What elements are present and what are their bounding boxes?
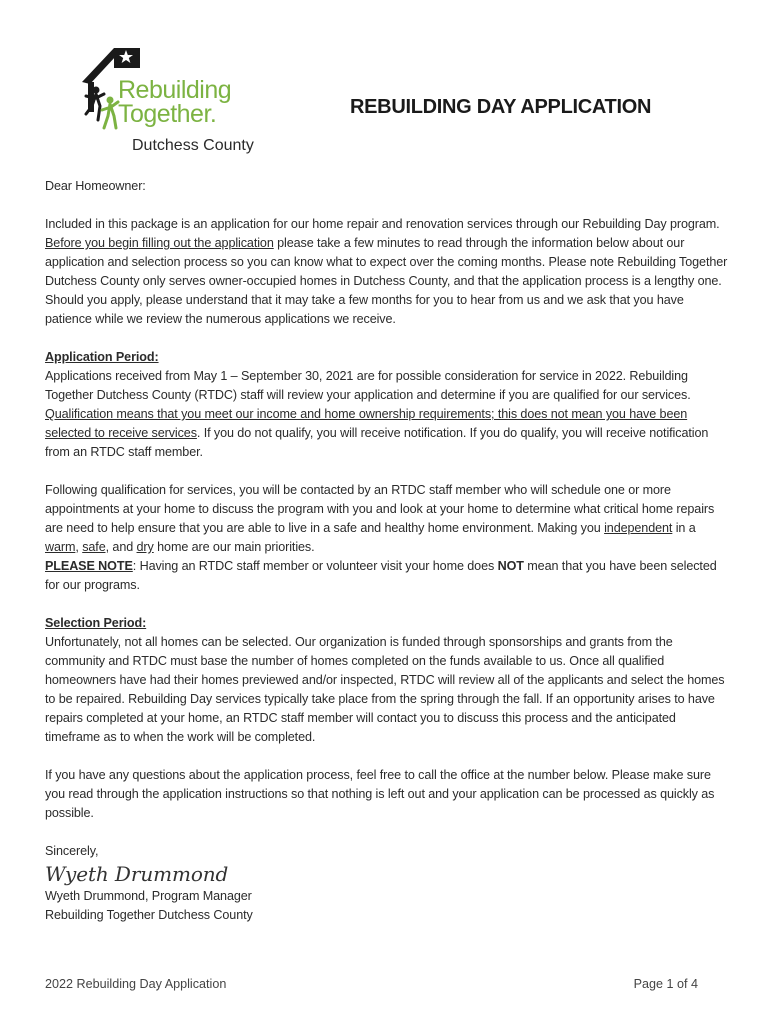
application-period-heading: Application Period: xyxy=(45,350,159,364)
footer-document-title: 2022 Rebuilding Day Application xyxy=(45,977,227,991)
footer-page-number: Page 1 of 4 xyxy=(633,977,698,991)
signer-organization: Rebuilding Together Dutchess County xyxy=(45,908,253,922)
letter-body xyxy=(45,177,730,925)
qualification-paragraph: Following qualification for services, you will be contacted by an RTDC staff member who will schedule one or more appointments at your home to discuss the program with you and look at your home to determine what critical home repairs are need to help ensure that you are able to live in a safe and healthy home environment. Making you independent in a warm, safe, and dry home are our main priorities. PLEASE NOTE: Having an RTDC staff member or volunteer visit your home does NOT mean that you have been selected for our programs. xyxy=(45,483,717,592)
intro-paragraph: Included in this package is an application for our home repair and renovation services through our Rebuilding Day program. Before you begin filling out the application please take a few minutes to read through the information below about our application and selection process so you can know what to expect over the coming months. Please note Rebuilding Together Dutchess County only serves owner-occupied homes in Dutchess County, and that the application process is a lengthy one. Should you apply, please understand that it may take a few months for you to hear from us and we ask that you have patience while we review the numerous applications we receive. xyxy=(45,217,728,326)
logo-text-rebuilding: Rebuilding xyxy=(118,76,232,104)
logo-text-together: Together. xyxy=(118,100,217,128)
application-period-paragraph: Applications received from May 1 – September 30, 2021 are for possible consideration for service in 2022. Rebuilding Together Dutchess County (RTDC) staff will review your application and determine if you are qualified for our services. Qualification means that you meet our income and home ownership requirements; this does not mean you have been selected to receive services. If you do not qualify, you will receive notification. If you do qualify, you will receive notification from an RTDC staff member. xyxy=(45,369,709,459)
organization-logo xyxy=(80,44,258,162)
please-note-label: PLEASE NOTE xyxy=(45,559,133,573)
logo-text-dutchess-county: Dutchess County xyxy=(132,137,254,154)
selection-period-paragraph: Unfortunately, not all homes can be selected. Our organization is funded through sponsorships and grants from the community and RTDC must base the number of homes completed on the funds available to us. Once all qualified homeowners have had their homes previewed and/or inspected, RTDC will review all of the applicants and select the homes to be repaired. Rebuilding Day services typically take place from the spring through the fall. If an opportunity arises to have repairs completed at your home, an RTDC staff member will contact you to discuss this process and the anticipated timeframe as to when the work will be completed. xyxy=(45,635,725,744)
closing: Sincerely, xyxy=(45,844,99,858)
selection-period-heading: Selection Period: xyxy=(45,616,147,630)
signer-name: Wyeth Drummond, Program Manager xyxy=(45,889,252,903)
page-title: REBUILDING DAY APPLICATION xyxy=(350,96,652,118)
questions-paragraph: If you have any questions about the application process, feel free to call the office at the number below. Please make sure you read through the application instructions so that nothing is left out and your application can be processed as quickly as possible. xyxy=(45,768,715,820)
salutation: Dear Homeowner: xyxy=(45,179,146,193)
handwritten-signature: Wyeth Drummond xyxy=(45,862,229,886)
